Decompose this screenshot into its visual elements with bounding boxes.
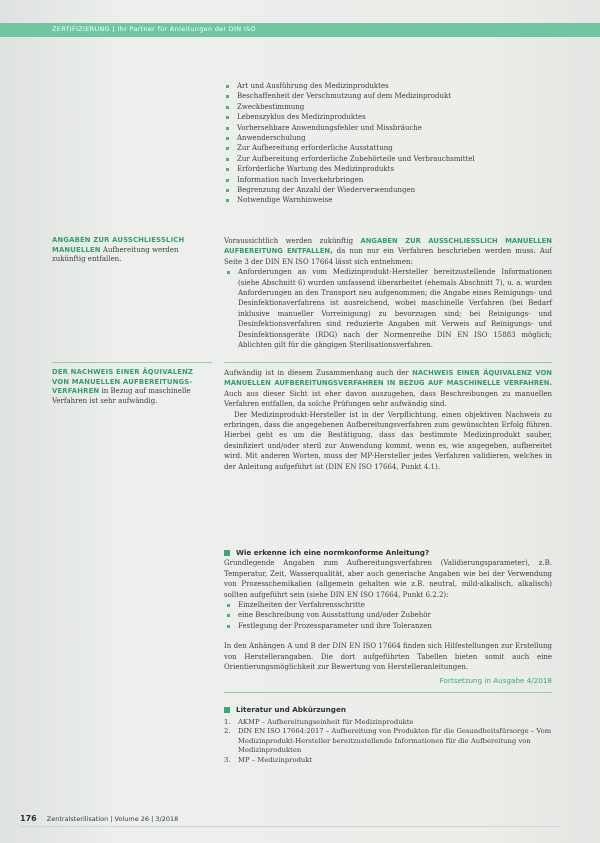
- body-text: Aufwändig ist in diesem Zusammenhang auch der: [224, 369, 409, 377]
- literature-list: [224, 718, 554, 766]
- list-number: 1.: [224, 717, 231, 726]
- section-question: [224, 548, 552, 672]
- question-heading: Wie erkenne ich eine normkonforme Anleitung?: [224, 548, 552, 558]
- sidebar-text: Aufbereitung werden zukünftig entfallen.: [52, 245, 179, 264]
- reference-text: AKMP – Aufbereitungseinheit für Medizinprodukte: [238, 717, 414, 726]
- list-item: [224, 756, 554, 766]
- header-section: ZERTIFIZIERUNG: [52, 25, 110, 33]
- body-text: da nun nur ein Verfahren beschrieben werden muss. Auf Seite 3 der DIN EN ISO 17664 lässt sich entnehmen:: [224, 247, 553, 266]
- quote-bullet: Anforderungen an vom Medizinprodukt-Hersteller bereitzustellende Informationen (siehe Abschnitt 6) wurden umfassend überarbeitet (ehemals Abschnitt 7), u. a. wurden Anforderungen an den Transport neu aufgenommen; die Angabe eines Reinigungs- und Desinfektionsverfahrens ist ausreichend, wobei maschinelle Verfahren (bei Bedarf inklusive manueller Vorreinigung) zu bevorzugen sind; bei Reinigungs- und Desinfektionsverfahren sind reduzierte Angaben mit Verweis auf Reinigungs- und Desinfektionsgeräte (RDG) nach der Normenreihe DIN EN ISO 15883 möglich; Ablichten gilt für die gängigen Sterilisationsverfahren.: [224, 267, 552, 350]
- header-title: Ihr Partner für Anleitungen der DIN ISO: [117, 25, 256, 33]
- literature-heading: Literatur und Abkürzungen: [224, 705, 554, 715]
- running-header: ZERTIFIZIERUNG | Ihr Partner für Anleitungen der DIN ISO: [52, 25, 256, 33]
- continuation-note: Fortsetzung in Ausgabe 4/2018: [439, 676, 552, 685]
- body-highlight: ANGABEN ZUR AUSSCHLIESSLICH MANUELLEN AUFBEREITUNG ENTFALLEN,: [224, 237, 552, 256]
- list-item: eine Beschreibung von Ausstattung und/oder Zubehör: [224, 610, 552, 620]
- sidebar-highlight: ANGABEN ZUR AUSSCHLIESSLICH MANUELLEN: [52, 236, 185, 254]
- literature-section: [224, 705, 554, 766]
- list-item: Zur Aufbereitung erforderliche Zubehörteile und Verbrauchsmittel: [224, 154, 564, 164]
- list-item: Festlegung der Prozessparameter und ihre Toleranzen: [224, 621, 552, 631]
- sidebar-divider: [52, 362, 212, 363]
- list-item: Einzelheiten der Verfahrensschritte: [224, 600, 552, 610]
- journal-info: Zentralsterilisation | Volume 26 | 3/2018: [46, 815, 179, 823]
- question-bullet-list: [224, 600, 552, 631]
- sidebar-text: in Bezug auf maschinelle Verfahren ist sehr aufwändig.: [52, 387, 191, 405]
- reference-text: DIN EN ISO 17664:2017 – Aufbereitung von Produkten für die Gesundheitsfürsorge – Vom Medizinprodukt-Hersteller bereitzustellende Informationen für die Aufbereitung von Medizinprodukten: [238, 727, 552, 755]
- sidebar-highlight: DER NACHWEIS EINER ÄQUIVALENZ VON MANUELLEN AUFBEREITUNGS-VERFAHREN: [52, 368, 194, 396]
- section-equivalence: [224, 368, 552, 472]
- footer-divider: [20, 826, 560, 827]
- list-item: Beschaffenheit der Verschmutzung auf dem Medizinprodukt: [224, 91, 564, 101]
- list-item: Lebenszyklus des Medizinproduktes: [224, 112, 564, 122]
- list-number: 3.: [224, 755, 231, 764]
- list-item: [224, 718, 554, 728]
- section-divider: [224, 362, 552, 363]
- list-item: Anwenderschulung: [224, 133, 564, 143]
- list-item: Art und Ausführung des Medizinproduktes: [224, 81, 564, 91]
- section-manual-reprocessing: [224, 236, 552, 350]
- list-item: Erforderliche Wartung des Medizinprodukts: [224, 164, 564, 174]
- list-item: Begrenzung der Anzahl der Wiederverwendungen: [224, 185, 564, 195]
- body-paragraph: Grundlegende Angaben zum Aufbereitungsverfahren (Validierungsparameter), z.B. Temperatur, Zeit, Wasserqualität, aber auch generische Angaben wie bei der Verwendung von Prozesschemikalien (allgemein gehalten wie z.B. neutral, mild-alkalisch, alkalisch) sollten aufgeführt sein (siehe DIN EN ISO 17664, Punkt 6.2.2):: [224, 559, 552, 599]
- intro-bullet-list: [224, 81, 564, 206]
- sidebar-note-equivalence: [52, 368, 212, 406]
- list-item: Vorhersehbare Anwendungsfehler und Missbräuche: [224, 123, 564, 133]
- reference-text: MP – Medizinprodukt: [238, 755, 313, 764]
- literature-divider: [224, 692, 552, 693]
- list-item: Information nach Inverkehrbringen: [224, 175, 564, 185]
- list-item: Zweckbestimmung: [224, 102, 564, 112]
- body-text: Auch aus dieser Sicht ist eher davon auszugehen, dass Beschreibungen zu manuellen Verfahren entfallen, da solche Prüfungen sehr aufwändig sind.: [224, 389, 552, 409]
- sidebar-note-manual: [52, 236, 212, 265]
- page-footer: [20, 814, 178, 823]
- list-number: 2.: [224, 727, 231, 736]
- list-item: [224, 727, 554, 756]
- list-item: Zur Aufbereitung erforderliche Ausstattung: [224, 143, 564, 153]
- body-highlight: NACHWEIS EINER ÄQUIVALENZ VON MANUELLEN AUFBEREITUNGSVERFAHREN IN BEZUG AUF MASCHINELLE VERFAHREN.: [224, 369, 552, 388]
- list-item: Notwendige Warnhinweise: [224, 195, 564, 205]
- page-number: 176: [20, 814, 37, 823]
- body-text: Voraussichtlich werden zukünftig: [224, 237, 354, 245]
- body-paragraph: Der Medizinprodukt-Hersteller ist in der Verpflichtung, einen objektiven Nachweis zu erbringen, dass die angegebenen Aufbereitungsverfahren zum gewünschten Erfolg führen. Hierbei geht es um die Bestätigung, dass das bestimmte Medizinprodukt sauber, desinfiziert und/oder steril zur Anwendung kommt, wenn es, wie angegeben, aufbereitet wird. Mit anderen Worten, muss der MP-Hersteller jedes Verfahren validieren, welches in der Anleitung aufgeführt ist (DIN EN ISO 17664, Punkt 4.1).: [224, 410, 552, 471]
- body-paragraph: In den Anhängen A und B der DIN EN ISO 17664 finden sich Hilfestellungen zur Erstellung von Herstellerangaben. Die dort aufgeführten Tabellen bieten somit auch eine Orientierungsmöglichkeit zur Bewertung von Herstelleranleitungen.: [224, 642, 552, 672]
